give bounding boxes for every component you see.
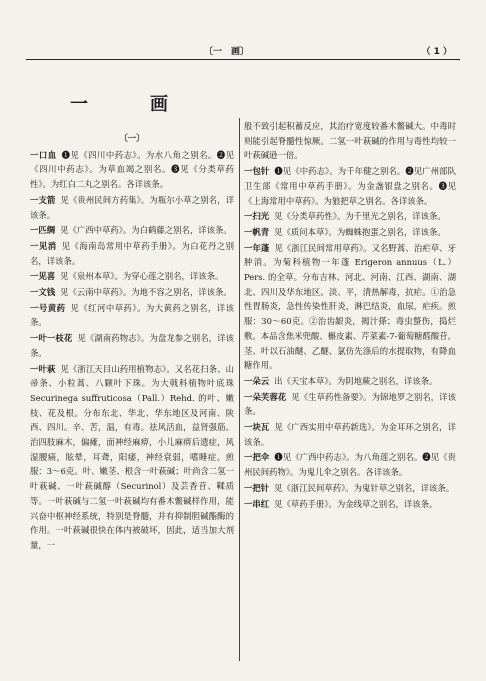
entry-headword: 一扫光	[244, 211, 270, 222]
entry-text: ❶见《广西中药志》。为八角莲之别名。❷见《贵州民间药物》。为鬼儿伞之别名。各详该条。	[244, 452, 456, 478]
dictionary-entry	[244, 481, 456, 496]
dictionary-entry	[30, 239, 234, 268]
dictionary-entry	[30, 301, 234, 330]
entry-text: 见《湖南药物志》。为盘龙参之别名，详该条。	[30, 333, 234, 358]
entry-headword: 一串红	[244, 498, 270, 509]
header-rule	[26, 59, 460, 60]
dictionary-entry	[244, 374, 456, 389]
entry-headword: 一朵云	[244, 375, 270, 386]
entry-text: 见《草药手册》。为金线草之别名，详该条。	[274, 498, 438, 509]
entry-text: 见《海南岛常用中草药手册》。为白花丹之别名，详该条。	[30, 240, 235, 266]
right-column	[244, 119, 456, 512]
entry-text: 见《泉州本草》。为穿心莲之别名，详该条。	[60, 271, 224, 282]
entry-headword: 一匹绸	[30, 225, 56, 236]
entry-headword: 一见喜	[30, 271, 56, 282]
entry-headword: 一号黄药	[30, 302, 66, 313]
dictionary-entry	[244, 450, 456, 479]
entry-headword: 一文钱	[30, 287, 56, 298]
entry-headword: 一支箭	[30, 194, 56, 205]
dictionary-entry	[244, 390, 456, 419]
entry-text: 见《广西中草药》。为白鹤藤之别名，详该条。	[60, 225, 232, 236]
entry-text: 见《生草药性备要》。为锦地罗之别名，详该条。	[244, 391, 457, 417]
entry-headword: 一把伞	[244, 452, 270, 463]
entry-headword: 一帆青	[244, 226, 270, 237]
dictionary-entry	[30, 285, 234, 300]
dictionary-entry	[244, 241, 456, 373]
entry-text: 见《浙江民间草药》。为鬼针草之别名，详该条。	[274, 482, 455, 493]
dictionary-entry	[244, 164, 456, 208]
entry-text: 出《天宝本草》。为阴地蕨之别名，详该条。	[274, 375, 438, 386]
dictionary-entry	[244, 225, 456, 240]
entry-text: ❶见《四川中药志》。为水八角之别名。❷见《四川中药志》。为草血竭之别名。❸见《分类草药性》。为红白二丸之别名。各详该条。	[30, 149, 235, 190]
entry-text: 般不致引起积蓄反应，其治疗宽度较番木鳖碱大。中毒时则能引起脊髓性惊厥。二氢一叶萩碱的作用与毒性均较一叶萩碱逊一倍。	[244, 121, 456, 161]
left-column	[30, 131, 234, 554]
entry-text: ❶见《中药志》。为千年健之别名。❷见广州部队卫生部《常用中草药手册》。为金盏银盘之别名。❸见《上海常用中草药》。为狼把草之别名。各详该条。	[244, 166, 456, 206]
dictionary-entry	[30, 331, 234, 360]
entry-text: 见《浙江民间常用草药》。又名野蒿、治疟草、牙肿消。为菊科植物一年蓬 Erigeron annuus（L.）Pers. 的全草。分布吉林、河北、河南、江西、湖南、湖北、四川及华东地区。淡、平，清热解毒，抗疟。①治急性胃肠炎，急性传染性肝炎，淋巴结炎，血尿，疟疾。煎服：30～60克。②治齿龈炎，揭汁搽；毒虫螫伤，捣烂敷。本品含焦米兜酸、槲皮素、芹菜素-7-葡萄糖醛酸苷。茎、叶以石油醚、乙醚、氯仿先涤后的水提取物，有降血糖作用。	[244, 242, 456, 371]
section-label: 〔一 画〕	[204, 47, 250, 57]
entry-text: 见《分类草药性》。为千里光之别名，详该条。	[274, 211, 446, 222]
entry-headword: 一朵芙蓉花	[244, 391, 287, 402]
entry-text: 见《红河中草药》。为大黄药之别名，详该条。	[30, 302, 234, 328]
dictionary-entry	[244, 119, 456, 163]
dictionary-entry	[30, 193, 234, 222]
chapter-title: 一 画	[70, 94, 190, 115]
column-divider	[239, 118, 240, 661]
dictionary-entry	[244, 209, 456, 224]
dictionary-entry	[30, 362, 234, 553]
entry-headword: 一叶一枝花	[30, 333, 73, 344]
dictionary-entry	[30, 269, 234, 284]
entry-text: 见《广西实用中草药新选》。为金耳环之别名，详该条。	[244, 422, 456, 447]
subsection-heading: 〔一〕	[119, 133, 145, 143]
page-number: （ 1 ）	[421, 47, 452, 57]
entry-text: 见《贵州民间方药集》。为瓶尔小草之别名，详该条。	[30, 194, 235, 220]
entry-text: 见《浙江天目山药用植物志》。又名花扫条、山帚条、小粒蒿、八颗叶下珠。为大戟科植物叶底珠 Securinega suffruticosa（Pall.）Rehd. 的叶、嫩枝、花及根。分布东北、华北、华东地区及河南、陕西、四川。辛、苦，温，有毒。祛风活血，益肾强筋。治四肢麻木，偏瘫，面神经麻痹，小儿麻痹后遗症，风湿腰痛，眩晕，耳聋，阳痿，神经衰弱，嗜睡症。煎服：3～6克。叶、嫩茎、根含一叶萩碱；叶尚含二氢一叶萩碱、一叶萩碱醇（Securinol）及芸香苷、鞣质等。一叶萩碱与二氢一叶萩碱均有番木鳖碱样作用，能兴奋中枢神经系统，特别是脊髓，并有抑制胆碱酯酶的作用。一叶萩碱很快在体内被破坏，因此，适当加大剂量，一	[30, 363, 235, 550]
entry-headword: 一叶萩	[30, 363, 56, 374]
entry-headword: 一年蓬	[244, 242, 270, 253]
dictionary-entry	[244, 420, 456, 449]
dictionary-entry	[30, 223, 234, 238]
entry-headword: 一包针	[244, 166, 270, 177]
entry-text: 见《云南中草药》。为地不容之别名，详该条。	[60, 287, 232, 298]
entry-headword: 一口血	[30, 149, 57, 160]
entry-headword: 一见消	[30, 240, 57, 251]
dictionary-entry	[244, 497, 456, 512]
running-header	[26, 44, 460, 58]
entry-headword: 一块瓦	[244, 422, 270, 433]
entry-text: 见《质问本草》。为蜘蛛抱蛋之别名，详该条。	[274, 226, 446, 237]
dictionary-entry	[30, 148, 234, 192]
entry-headword: 一把针	[244, 482, 270, 493]
